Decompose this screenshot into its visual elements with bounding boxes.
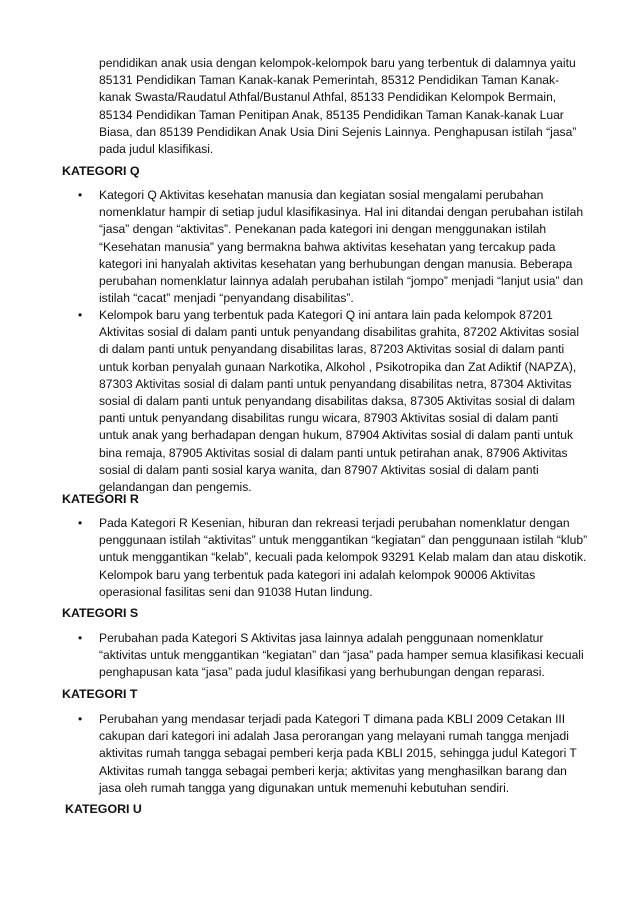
text-line: “Kesehatan manusia” yang bermakna bahwa aktivitas kesehatan yang tercakup pada: [99, 239, 556, 254]
text-line: untuk korban penyalah gunaan Narkotika, Alkohol , Psikotropika dan Zat Adiktif (NAPZA),: [99, 359, 577, 374]
bullet-item: [99, 307, 583, 496]
text-line: penggunaan istilah “aktivitas” untuk menggantikan “kegiatan” dan penggunaan istilah “klub”: [99, 533, 588, 548]
text-line: • Kelompok baru yang terbentuk pada Kategori Q ini antara lain pada kelompok 87201: [99, 308, 553, 322]
text-line: operasional fasilitas seni dan 91038 Hutan lindung.: [99, 584, 373, 599]
text-line: jasa oleh rumah tangga yang digunakan untuk memenuhi kebutuhan sendiri.: [99, 780, 510, 795]
text-line: gelandangan dan pengemis.: [99, 480, 252, 495]
text-line: Aktivitas sosial di dalam panti untuk penyandang disabilitas grahita, 87202 Aktivitas sosial: [99, 325, 579, 340]
section-heading-u: KATEGORI U: [65, 802, 142, 816]
text-line: Biasa, dan 85139 Pendidikan Anak Usia Dini Sejenis Lainnya. Penghapusan istilah “jasa”: [99, 124, 577, 139]
text-line: untuk menggantikan “kelab”, kecuali pada kelompok 93291 Kelab malam dan atau diskotik.: [99, 550, 587, 565]
intro-paragraph: [99, 55, 583, 158]
text-line: Kelompok baru yang terbentuk pada kategori ini adalah kelompok 90006 Aktivitas: [99, 567, 536, 582]
text-line: • Perubahan pada Kategori S Aktivitas jasa lainnya adalah penggunaan nomenklatur: [99, 631, 544, 645]
section-heading-t: KATEGORI T: [62, 687, 138, 701]
text-line: perubahan nomenklatur lainnya adalah perubahan istilah “jompo” menjadi “lanjut usia” dan: [99, 274, 584, 289]
text-line: penghapusan kata “jasa” pada judul klasifikasi yang berhubungan dengan reparasi.: [99, 665, 545, 680]
bullet-item: [99, 711, 583, 797]
text-line: istilah “cacat” menjadi “penyandang disabilitas”.: [99, 291, 354, 306]
section-heading-r: KATEGORI R: [62, 492, 139, 506]
text-line: aktivitas rumah tangga sebagai pemberi kerja pada KBLI 2015, sehingga judul Kategori T: [99, 746, 577, 761]
text-line: 85134 Pendidikan Taman Penitipan Anak, 85135 Pendidikan Taman Kanak-kanak Luar: [99, 107, 564, 122]
text-line: kanak Swasta/Raudatul Athfal/Bustanul Athfal, 85133 Pendidikan Kelompok Bermain,: [99, 90, 557, 105]
text-line: sosial di dalam panti untuk penyandang disabilitas daksa, 87305 Aktivitas sosial di dalam: [99, 394, 575, 409]
section-heading-s: KATEGORI S: [62, 606, 139, 620]
bullet-item: [99, 187, 583, 307]
text-line: pendidikan anak usia dengan kelompok-kelompok baru yang terbentuk di dalamnya yaitu: [99, 56, 576, 70]
text-line: untuk anak yang berhadapan dengan hukum, 87904 Aktivitas sosial di dalam panti untuk: [99, 428, 574, 443]
bullet-item: [99, 630, 583, 682]
text-line: • Perubahan yang mendasar terjadi pada Kategori T dimana pada KBLI 2009 Cetakan III: [99, 712, 566, 726]
text-line: panti untuk penyandang disabilitas rungu wicara, 87903 Aktivitas sosial di dalam panti: [99, 411, 559, 426]
text-line: 85131 Pendidikan Taman Kanak-kanak Pemerintah, 85312 Pendidikan Taman Kanak-: [99, 73, 560, 88]
text-line: cakupan dari kategori ini adalah Jasa perorangan yang melayani rumah tangga menjadi: [99, 729, 569, 744]
text-line: 87303 Aktivitas sosial di dalam panti untuk penyandang disabilitas netra, 87304 Aktivitas: [99, 376, 572, 391]
text-line: kategori ini hanyalah aktivitas kesehatan yang berhubungan dengan manusia. Beberapa: [99, 256, 573, 271]
text-line: Aktivitas rumah tangga sebagai pemberi kerja; aktivitas yang menghasilkan barang dan: [99, 763, 567, 778]
text-line: bina remaja, 87905 Aktivitas sosial di dalam panti untuk petirahan anak, 87906 Aktivitas: [99, 445, 568, 460]
section-heading-q: KATEGORI Q: [62, 164, 140, 178]
text-line: • Pada Kategori R Kesenian, hiburan dan rekreasi terjadi perubahan nomenklatur dengan: [99, 516, 570, 530]
text-line: sosial di dalam panti sosial karya wanita, dan 87907 Aktivitas sosial di dalam panti: [99, 462, 539, 477]
text-line: “aktivitas untuk menggantikan “kegiatan” dan “jasa” pada hamper semua klasifikasi kecuali: [99, 648, 584, 663]
text-line: pada judul klasifikasi.: [99, 142, 214, 157]
text-line: di dalam panti untuk penyandang disabilitas laras, 87203 Aktivitas sosial di dalam panti: [99, 342, 565, 357]
text-line: • Kategori Q Aktivitas kesehatan manusia dan kegiatan sosial mengalami perubahan: [99, 188, 544, 202]
text-line: nomenklatur hampir di setiap judul klasifikasinya. Hal ini ditandai dengan perubahan istilah: [99, 205, 584, 220]
bullet-item: [99, 515, 588, 601]
text-line: “jasa” dengan “aktivitas”. Penekanan pada kategori ini dengan menggunakan istilah: [99, 222, 547, 237]
